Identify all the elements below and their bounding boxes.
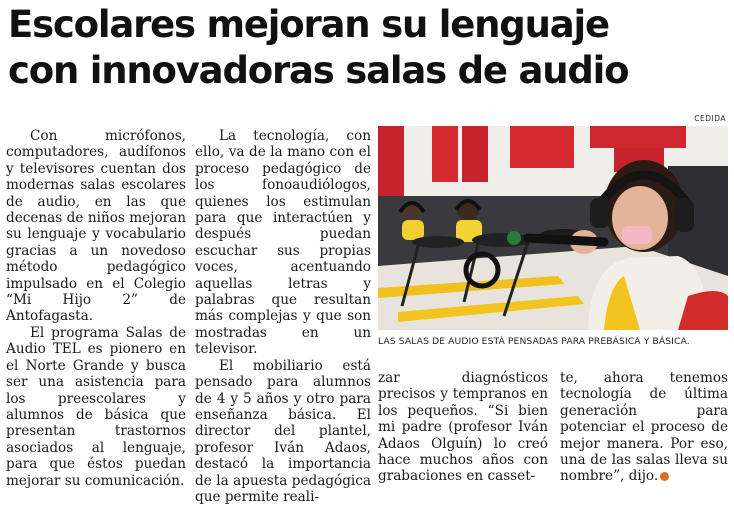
headline-line-1: Escolares mejoran su lenguaje xyxy=(8,3,609,46)
photo-credit: CEDIDA xyxy=(694,114,726,123)
end-of-article-icon xyxy=(660,472,669,481)
paragraph-text: te, ahora tenemos tecnología de última generación para potenciar el proceso de mejor manera. Por eso, una de las salas lleva su nombre”, dijo. xyxy=(560,370,728,485)
column-3 xyxy=(378,370,548,485)
paragraph: Con micrófonos, computadores, audífonos y televisores cuentan dos modernas salas escolares de audio, en las que decenas de niños mejoran su lenguaje y vocabulario gracias a un novedoso método pedagógico impulsado en el Colegio “Mi Hijo 2” de Antofagasta. xyxy=(6,128,186,325)
paragraph: La tecnología, con ello, va de la mano con el proceso pedagógico de los fonoaudiólogos, quienes los estimulan para que interactúen y después puedan escuchar sus propias voces, acentuando aquellas letras y palabras que resultan más complejas y que son mostradas en un televisor. xyxy=(195,128,371,358)
paragraph: El programa Salas de Audio TEL es pionero en el Norte Grande y busca ser una asistencia para los preescolares y alumnos de básica que presentan trastornos asociados al lenguaje, para que éstos puedan mejorar su comunicación. xyxy=(6,324,186,489)
paragraph xyxy=(560,370,728,485)
column-1 xyxy=(6,128,186,489)
photo-caption: LAS SALAS DE AUDIO ESTÁ PENSADAS PARA PREBÁSICA Y BÁSICA. xyxy=(378,336,690,347)
paragraph: El mobiliario está pensado para alumnos de 4 y 5 años y otro para enseñanza básica. El director del plantel, profesor Iván Adaos, destacó la importancia de la apuesta pedagógica que permite reali- xyxy=(195,357,371,505)
column-4 xyxy=(560,370,728,485)
paragraph: zar diagnósticos precisos y tempranos en los pequeños. “Si bien mi padre (profesor Iván Adaos Olguín) lo creó hace muchos años con grabaciones en casset- xyxy=(378,370,548,485)
column-2 xyxy=(195,128,371,505)
headline xyxy=(8,2,728,94)
article-photo xyxy=(378,126,728,330)
headline-line-2: con innovadoras salas de audio xyxy=(8,49,629,92)
